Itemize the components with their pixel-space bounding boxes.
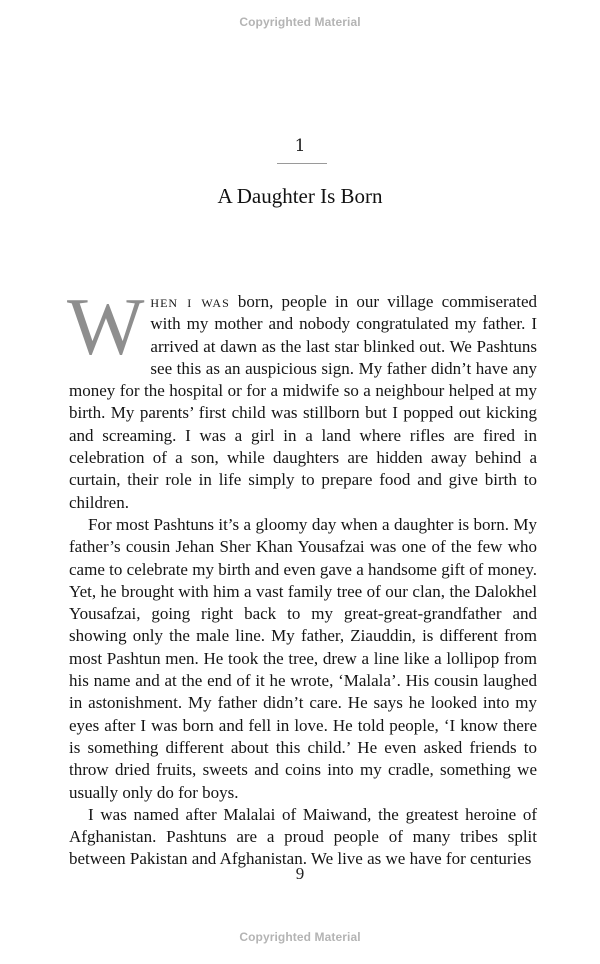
page-number: 9 [295,864,305,883]
chapter-title: A Daughter Is Born [217,184,383,208]
opening-small-caps: hen i was [150,292,230,311]
chapter-number: 1 [294,136,306,156]
paragraph-3: I was named after Malalai of Maiwand, the greatest heroine of Afghanistan. Pashtuns are a proud people of many tribes split between Pakistan and Afghanistan. We live as we have for centuries [69,804,537,869]
chapter-divider [277,163,327,164]
copyright-watermark-bottom: Copyrighted Material [239,930,361,944]
paragraph-2: For most Pashtuns it’s a gloomy day when a daughter is born. My father’s cousin Jehan Sher Khan Yousafzai was one of the few who came to celebrate my birth and even gave a handsome gift of money. Yet, he brought with him a vast family tree of our clan, the Dalokhel Yousafzai, going right back to my great-great-grandfather and showing only the male line. My father, Ziauddin, is different from most Pashtun men. He took the tree, drew a line like a lollipop from his name and at the end of it he wrote, ‘Malala’. His cousin laughed in astonishment. My father didn’t care. He says he looked into my eyes after I was born and fell in love. He told people, ‘I know there is something different about this child.’ He even asked friends to throw dried fruits, sweets and coins into my cradle, something we usually only do for boys. [69,514,537,802]
paragraph-1-text: born, people in our village commiserated with my mother and nobody congratulated my father. I arrived at dawn as the last star blinked out. We Pashtuns see this as an auspicious sign. My father didn’t have any money for the hospital or for a midwife so a neighbour helped at my birth. My parents’ first child was stillborn but I popped out kicking and screaming. I was a girl in a land where rifles are fired in celebration of a son, while daughters are hidden away behind a curtain, their role in life simply to prepare food and give birth to children. [69,292,537,512]
paragraph-1 [67,281,537,514]
chapter-body [67,281,537,871]
copyright-watermark-top: Copyrighted Material [239,15,361,29]
drop-cap: W [67,281,145,372]
